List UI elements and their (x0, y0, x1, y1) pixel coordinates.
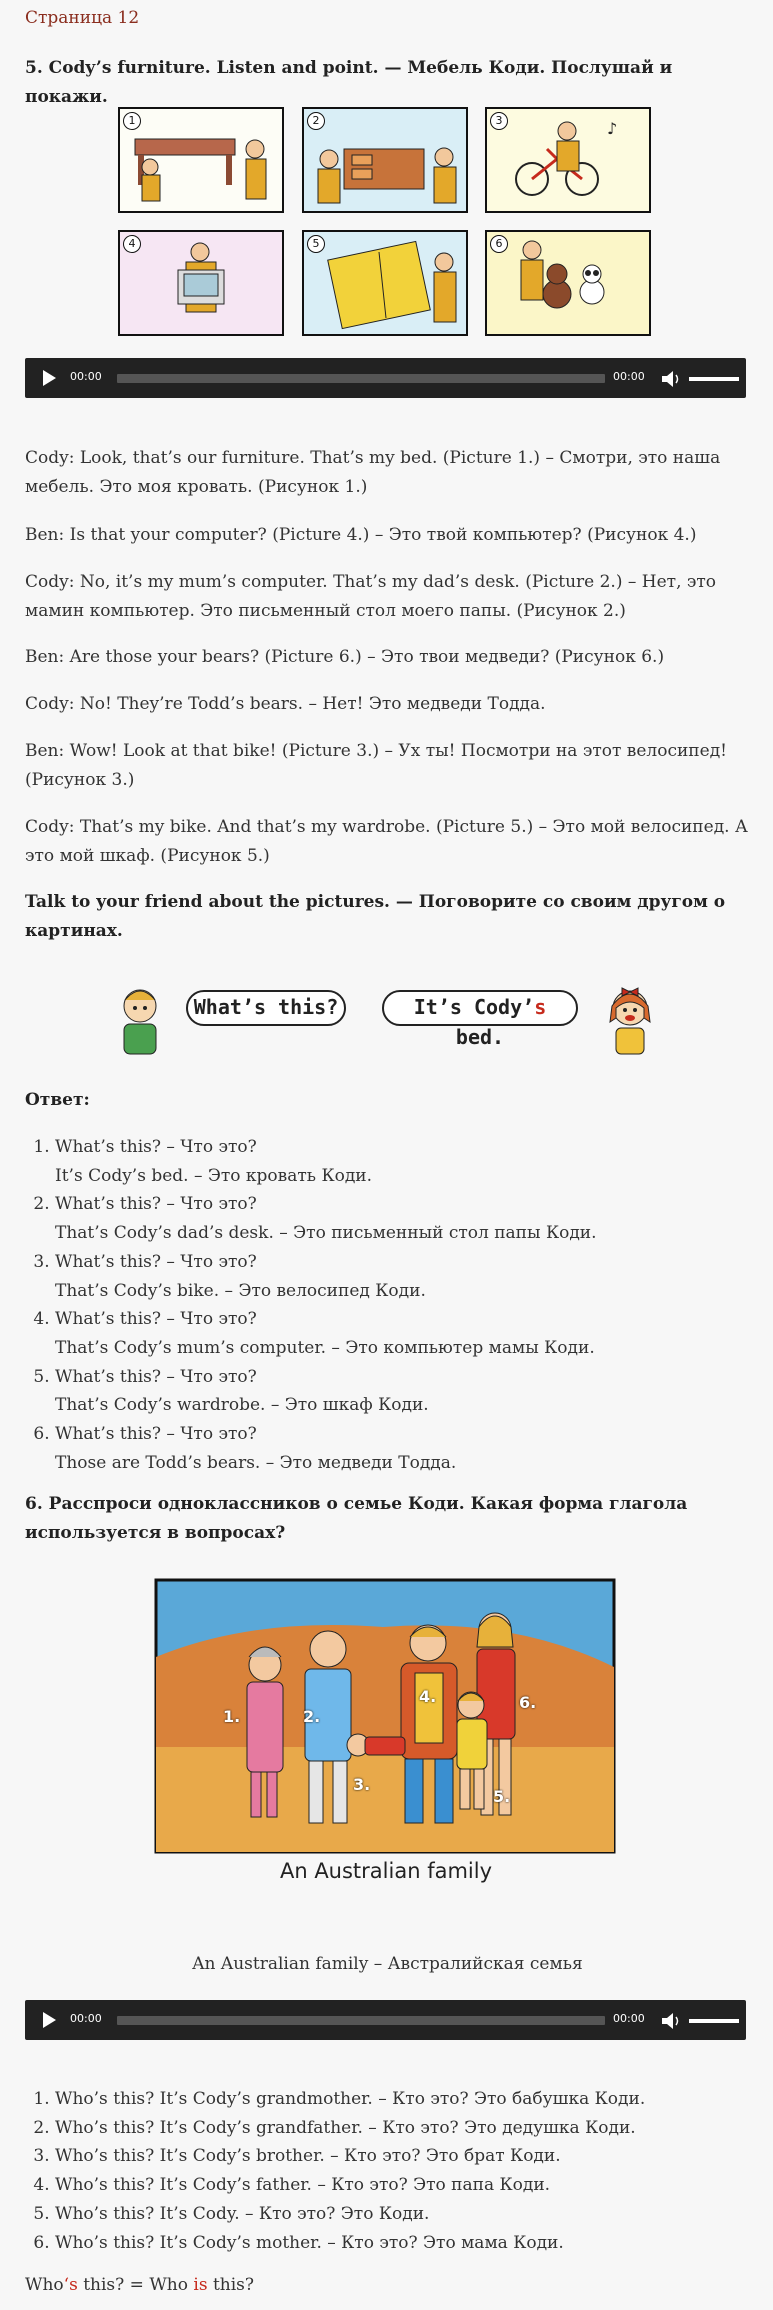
list-item: 1. Who’s this? It’s Cody’s grandmother. – Кто это? Это бабушка Коди. (55, 2085, 755, 2114)
play-icon[interactable] (43, 2012, 56, 2028)
progress-rail[interactable] (117, 374, 605, 383)
final-line (25, 2271, 750, 2300)
duration: 00:00 (613, 370, 645, 383)
family-label-1: 1. (223, 1707, 241, 1726)
list-item (55, 1248, 755, 1305)
picture-1 (118, 107, 284, 213)
question-text: What’s this? – Что это? (55, 1424, 257, 1445)
family-label-5: 5. (493, 1787, 511, 1806)
audio-player (25, 358, 746, 398)
furniture-pictures (118, 107, 653, 343)
picture-number: 3 (490, 112, 508, 130)
picture-number: 5 (307, 235, 325, 253)
dialogue-line: Ben: Wow! Look at that bike! (Picture 3.) – Ух ты! Посмотри на этот велосипед! (Рисунок 3.) (25, 741, 727, 790)
family-label-3: 3. (353, 1775, 371, 1794)
picture-number: 1 (123, 112, 141, 130)
girl-icon (600, 978, 660, 1058)
dialogue-line: Cody: That’s my bike. And that’s my wardrobe. (Picture 5.) – Это мой велосипед. А это мой шкаф. (Рисунок 5.) (25, 817, 748, 866)
family-caption: An Australian family – Австралийская семья (192, 1954, 583, 1974)
list-item: 6. Who’s this? It’s Cody’s mother. – Кто это? Это мама Коди. (55, 2229, 755, 2258)
talk-heading: Talk to your friend about the pictures. — Поговорите со своим другом о картинах. (25, 892, 726, 941)
list-item (55, 1363, 755, 1420)
family-label-2: 2. (303, 1707, 321, 1726)
answer-text: That’s Cody’s wardrobe. – Это шкаф Коди. (55, 1395, 429, 1416)
final-text: this? (207, 2275, 255, 2295)
speech-illustration (110, 978, 670, 1058)
question-text: What’s this? – Что это? (55, 1194, 257, 1215)
final-highlight: ‘s (63, 2275, 78, 2295)
picture-number: 2 (307, 112, 325, 130)
task5-heading: 5. Cody’s furniture. Listen and point. — Мебель Коди. Послушай и покажи. (25, 58, 673, 107)
family-label-6: 6. (519, 1693, 537, 1712)
picture-number: 6 (490, 235, 508, 253)
family-picture (153, 1577, 619, 1897)
list-item (55, 1305, 755, 1362)
bubble-text: It’s Cody’ (413, 995, 535, 1019)
answer-label: Ответ: (25, 1090, 90, 1110)
task6-heading: 6. Расспроси одноклассников о семье Коди. Какая форма глагола используется в вопросах? (25, 1494, 688, 1543)
family-picture-caption: An Australian family (279, 1859, 493, 1883)
final-text: Who (25, 2275, 64, 2295)
speech-bubble-question: What’s this? (186, 990, 346, 1026)
bed-illustration (120, 109, 284, 213)
current-time: 00:00 (70, 370, 102, 383)
question-text: What’s this? – Что это? (55, 1366, 257, 1387)
page-link[interactable]: Страница 12 (25, 8, 140, 28)
final-text: this? = Who (77, 2275, 194, 2295)
list-item: 3. Who’s this? It’s Cody’s brother. – Кто это? Это брат Коди. (55, 2142, 755, 2171)
question-text: What’s this? – Что это? (55, 1309, 257, 1330)
list-item: 2. Who’s this? It’s Cody’s grandfather. – Кто это? Это дедушка Коди. (55, 2114, 755, 2143)
volume-icon[interactable] (662, 2013, 682, 2029)
question-text: What’s this? – Что это? (55, 1251, 257, 1272)
picture-2 (302, 107, 468, 213)
picture-number: 4 (123, 235, 141, 253)
answer-text: That’s Cody’s dad’s desk. – Это письменный стол папы Коди. (55, 1223, 597, 1244)
audio-player (25, 2000, 746, 2040)
speech-bubble-answer (382, 990, 578, 1049)
answer-text: That’s Cody’s bike. – Это велосипед Коди. (55, 1280, 426, 1301)
answer-text: That’s Cody’s mum’s computer. – Это компьютер мамы Коди. (55, 1337, 595, 1358)
progress-rail[interactable] (117, 2016, 605, 2025)
dialogue-line: Cody: No! They’re Todd’s bears. – Нет! Это медведи Тодда. (25, 694, 546, 714)
final-highlight: is (193, 2275, 208, 2295)
bears-illustration (487, 232, 651, 336)
list-item: 5. Who’s this? It’s Cody. – Кто это? Это Коди. (55, 2200, 755, 2229)
list-item: 4. Who’s this? It’s Cody’s father. – Кто это? Это папа Коди. (55, 2171, 755, 2200)
svg-text:♪: ♪ (607, 119, 618, 138)
answer-text: It’s Cody’s bed. – Это кровать Коди. (55, 1165, 373, 1186)
picture-3 (485, 107, 651, 213)
list-item (55, 1133, 755, 1190)
dialogue-line: Cody: No, it’s my mum’s computer. That’s my dad’s desk. (Picture 2.) – Нет, это мамин компьютер. Это письменный стол моего папы. (Рисунок 2.) (25, 572, 717, 621)
bubble-text: bed. (455, 1025, 505, 1049)
desk-illustration (304, 109, 468, 213)
question-text: What’s this? – Что это? (55, 1137, 257, 1157)
family-label-4: 4. (419, 1687, 437, 1706)
picture-5 (302, 230, 468, 336)
picture-6 (485, 230, 651, 336)
volume-icon[interactable] (662, 371, 682, 387)
wardrobe-illustration (304, 232, 468, 336)
answer-text: Those are Todd’s bears. – Это медведи Тодда. (55, 1452, 457, 1473)
bubble-highlight: s (534, 995, 547, 1019)
list-item (55, 1190, 755, 1247)
volume-slider[interactable] (689, 2019, 739, 2023)
answer-list (55, 1133, 755, 1477)
who-list (55, 2085, 755, 2257)
picture-4 (118, 230, 284, 336)
dialogue-line: Ben: Are those your bears? (Picture 6.) – Это твои медведи? (Рисунок 6.) (25, 647, 665, 667)
dialogue-line: Cody: Look, that’s our furniture. That’s my bed. (Picture 1.) – Смотри, это наша мебель. Это моя кровать. (Рисунок 1.) (25, 448, 721, 497)
boy-icon (110, 978, 170, 1058)
family-illustration (153, 1577, 619, 1897)
current-time: 00:00 (70, 2012, 102, 2025)
volume-slider[interactable] (689, 377, 739, 381)
dialogue-line: Ben: Is that your computer? (Picture 4.) – Это твой компьютер? (Рисунок 4.) (25, 525, 697, 545)
duration: 00:00 (613, 2012, 645, 2025)
bike-illustration (487, 109, 651, 213)
list-item (55, 1420, 755, 1477)
computer-illustration (120, 232, 284, 336)
play-icon[interactable] (43, 370, 56, 386)
